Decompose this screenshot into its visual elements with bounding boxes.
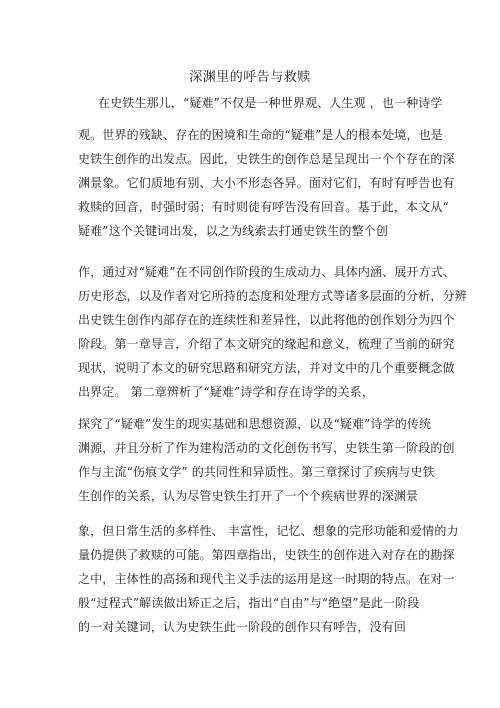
text-line: 渊景象。它们质地有别、大小不形态各异。面对它们，有时有呼告也有	[78, 176, 455, 190]
text-line: 象，但日常生活的多样性、 丰富性，记忆、想象的完形功能和爱情的力	[78, 524, 459, 538]
text-line: 观。世界的残缺、存在的困境和生命的“疑难”是人的根本处境，也是	[78, 128, 443, 142]
text-line: 的一对关键词，认为史铁生此一阶段的创作只有呼告，没有回	[78, 620, 407, 634]
text-line: 量仍提供了救赎的可能。第四章指出，史铁生的创作进入对存在的勘探	[78, 548, 455, 562]
text-line: 探究了“疑难”发生的现实基础和思想资源，以及“疑难”诗学的传统	[78, 417, 432, 431]
text-line: 渊源，并且分析了作为建构活动的文化创伤书写，史铁生第一阶段的创	[78, 441, 455, 455]
text-line: 出界定。 第二章辨析了“疑难”诗学和存在诗学的关系，	[78, 385, 374, 399]
text-line: 史铁生创作的出发点。因此，史铁生的创作总是呈现出一个个存在的深	[78, 152, 455, 166]
text-line: 般“过程式”解读做出矫正之后，指出“自由”与“绝望”是此一阶段	[78, 596, 420, 610]
text-line: 在史铁生那儿，“疑难”不仅是一种世界观、人生观 ，也一种诗学	[98, 96, 443, 110]
text-line: 疑难”这个关键词出发，以之为线索去打通史铁生的整个创	[78, 224, 389, 238]
text-line: 现状，说明了本文的研究思路和研究方法，并对文中的几个重要概念做	[78, 361, 455, 375]
text-line: 作与主流“伤痕文学” 的共同性和异质性。第三章探讨了疾病与史铁	[78, 465, 435, 479]
text-line: 作，通过对“疑难”在不同创作阶段的生成动力、具体内涵、展开方式、	[78, 265, 456, 279]
text-line: 之中，主体性的高扬和现代主义手法的运用是这一时期的特点。在对一	[78, 572, 455, 586]
text-line: 历史形态，以及作者对它所持的态度和处理方式等诸多层面的分析，分辨	[78, 289, 467, 303]
text-line: 出史铁生创作内部存在的连续性和差异性，以此将他的创作划分为四个	[78, 313, 455, 327]
text-line: 救赎的回音，时强时弱；有时则徒有呼告没有回音。基于此，本文从“	[78, 200, 449, 214]
text-line: 阶段。第一章导言，介绍了本文研究的缘起和意义，梳理了当前的研究	[78, 337, 455, 351]
document-title: 深渊里的呼告与救赎	[189, 70, 311, 85]
text-line: 生创作的关系，认为尽管史铁生打开了一个个疾病世界的深渊景	[78, 489, 419, 503]
